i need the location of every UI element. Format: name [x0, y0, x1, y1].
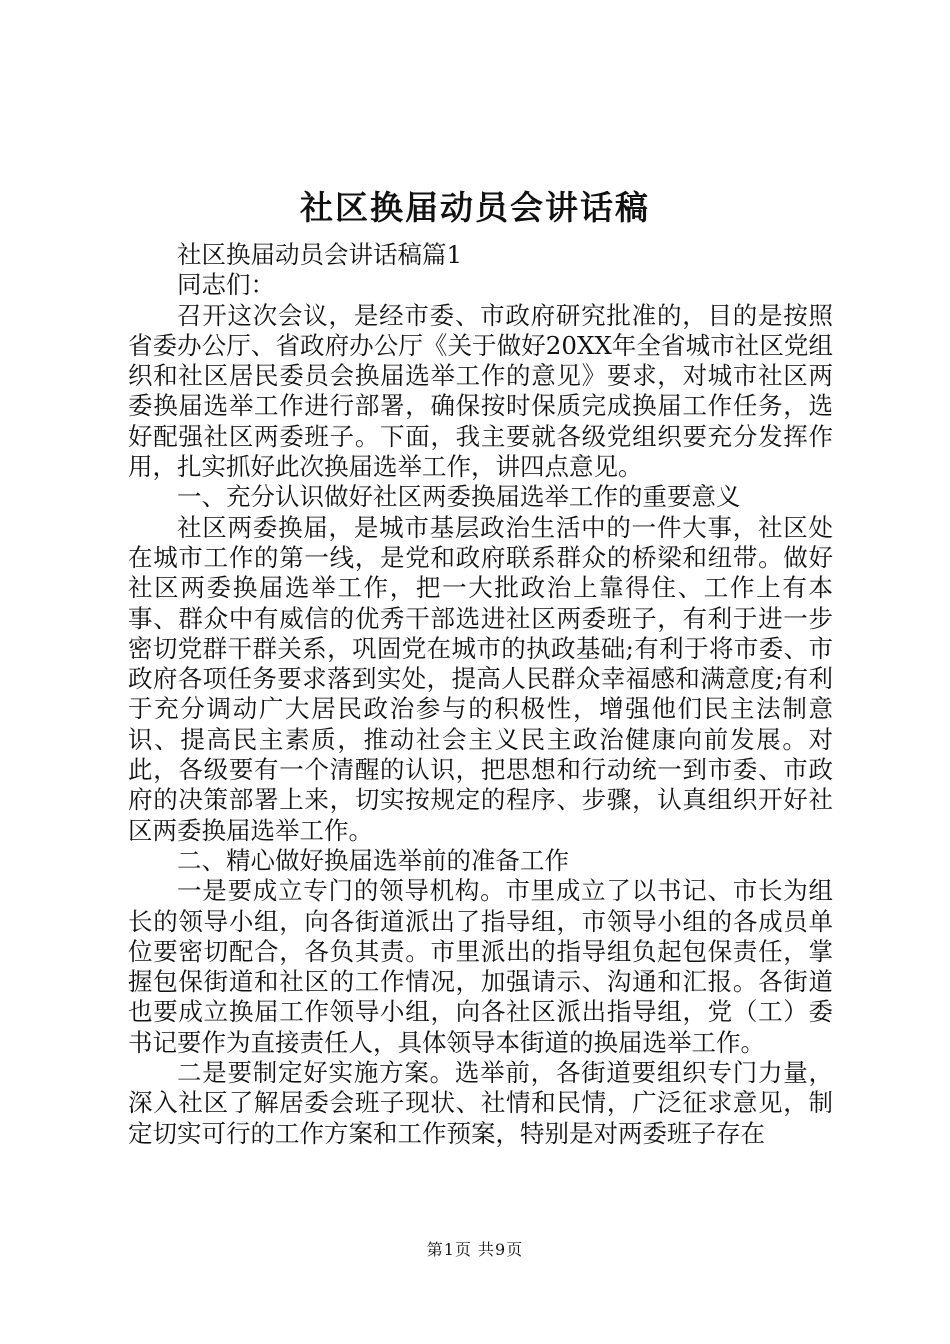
salutation-paragraph: 同志们：: [177, 270, 275, 300]
page-footer: 第1页 共9页: [426, 1240, 524, 1259]
body-paragraph: 二是要制定好实施方案。选举前，各街道要组织专门力量，深入社区了解居委会班子现状、社情和民情，广泛征求意见，制定切实可行的工作方案和工作预案，特别是对两委班子存在: [128, 1058, 833, 1148]
body-paragraph: 社区两委换届，是城市基层政治生活中的一件大事，社区处在城市工作的第一线，是党和政府联系群众的桥梁和纽带。做好社区两委换届选举工作，把一大批政治上靠得住、工作上有本事、群众中有威信的优秀干部选进社区两委班子，有利于进一步密切党群干群关系，巩固党在城市的执政基础;有利于将市委、市政府各项任务要求落到实处，提高人民群众幸福感和满意度;有利于充分调动广大居民政治参与的积极性，增强他们民主法制意识、提高民主素质，推动社会主义民主政治健康向前发展。对此，各级要有一个清醒的认识，把思想和行动统一到市委、市政府的决策部署上来，切实按规定的程序、步骤，认真组织开好社区两委换届选举工作。: [128, 512, 833, 845]
section-heading: 一、充分认识做好社区两委换届选举工作的重要意义: [177, 482, 741, 512]
body-paragraph: 召开这次会议，是经市委、市政府研究批准的，目的是按照省委办公厅、省政府办公厅《关于做好20XX年全省城市社区党组织和社区居民委员会换届选举工作的意见》要求，对城市社区两委换届选举工作进行部署，确保按时保质完成换届工作任务，选好配强社区两委班子。下面，我主要就各级党组织要充分发挥作用，扎实抓好此次换届选举工作，讲四点意见。: [128, 300, 833, 482]
subtitle-paragraph: 社区换届动员会讲话稿篇1: [177, 240, 463, 269]
document-title: 社区换届动员会讲话稿: [300, 188, 650, 227]
body-paragraph: 一是要成立专门的领导机构。市里成立了以书记、市长为组长的领导小组，向各街道派出了指导组，市领导小组的各成员单位要密切配合，各负其责。市里派出的指导组负起包保责任，掌握包保街道和社区的工作情况，加强请示、沟通和汇报。各街道也要成立换届工作领导小组，向各社区派出指导组，党（工）委书记要作为直接责任人，具体领导本街道的换届选举工作。: [128, 876, 833, 1057]
section-heading: 二、精心做好换届选举前的准备工作: [177, 845, 569, 875]
document-body: [128, 240, 833, 1149]
